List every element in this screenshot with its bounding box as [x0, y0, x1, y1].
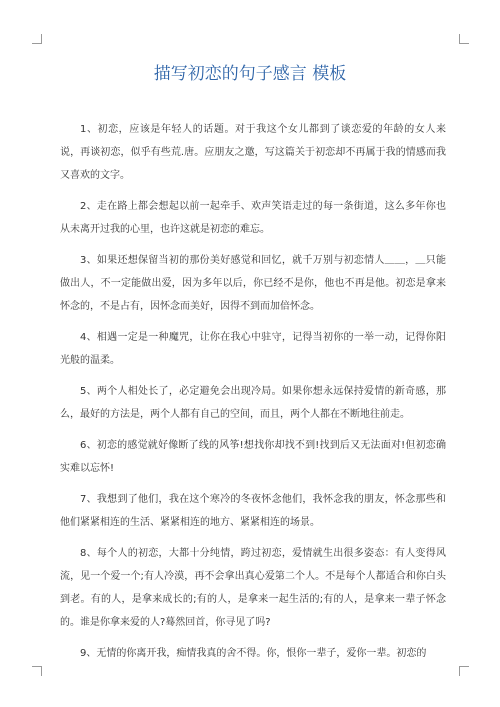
document-body [60, 118, 446, 673]
paragraph-6: 6、初恋的感觉就好像断了线的风筝!想找你却找不到!找到后又无法面对!但初恋确实难以忘怀! [60, 440, 446, 474]
paragraph-1: 1、初恋，应该是年轻人的话题。对于我这个女儿都到了谈恋爱的年龄的女人来说，再谈初恋，似乎有些荒.唐。应朋友之邀，写这篇关于初恋却不再属于我的情感而我又喜欢的文字。 [60, 124, 446, 181]
paragraph-4: 4、相遇一定是一种魔咒，让你在我心中驻守，记得当初你的一举一动，记得你阳光般的温柔。 [60, 332, 446, 366]
paragraph-3: 3、如果还想保留当初的那份美好感觉和回忆，就千万别与初恋情人＿＿，＿只能做出人，不一定能做出爱，因为多年以后，你已经不是你，他也不再是他。初恋是拿来怀念的，不是占有，因怀念而美好，因得不到而加倍怀念。 [60, 255, 446, 312]
crop-mark-top-left [32, 34, 42, 44]
paragraph-5: 5、两个人相处长了，必定避免会出现冷局。如果你想永远保持爱情的新奇感，那么，最好的方法是，两个人都有自己的空间，而且，两个人都在不断地往前走。 [60, 386, 446, 420]
paragraph-9: 9、无情的你离开我，痴情我真的舍不得。你，恨你一辈子，爱你一辈。初恋的 [80, 648, 427, 659]
crop-mark-top-right [459, 34, 469, 44]
paragraph-8: 8、每个人的初恋，大都十分纯情，跨过初恋，爱情就生出很多姿态：有人变得风流，见一个爱一个;有人冷漠，再不会拿出真心爱第二个人。不是每个人都适合和你白头到老。有的人，是拿来成长的;有的人，是拿来一起生活的;有的人，是拿来一辈子怀念的。谁是你拿来爱的人?蓦然回首，你寻见了吗? [60, 548, 446, 628]
crop-mark-bottom-left [32, 666, 42, 676]
document-title: 描写初恋的句子感言 模板 [153, 64, 347, 84]
crop-mark-bottom-right [459, 666, 469, 676]
paragraph-2: 2、走在路上都会想起以前一起牵手、欢声笑语走过的每一条街道，这么多年你也从未离开过我的心里，也许这就是初恋的难忘。 [60, 201, 446, 235]
paragraph-7: 7、我想到了他们，我在这个寒冷的冬夜怀念他们，我怀念我的朋友，怀念那些和他们紧紧相连的生活、紧紧相连的地方、紧紧相连的场景。 [60, 494, 446, 528]
